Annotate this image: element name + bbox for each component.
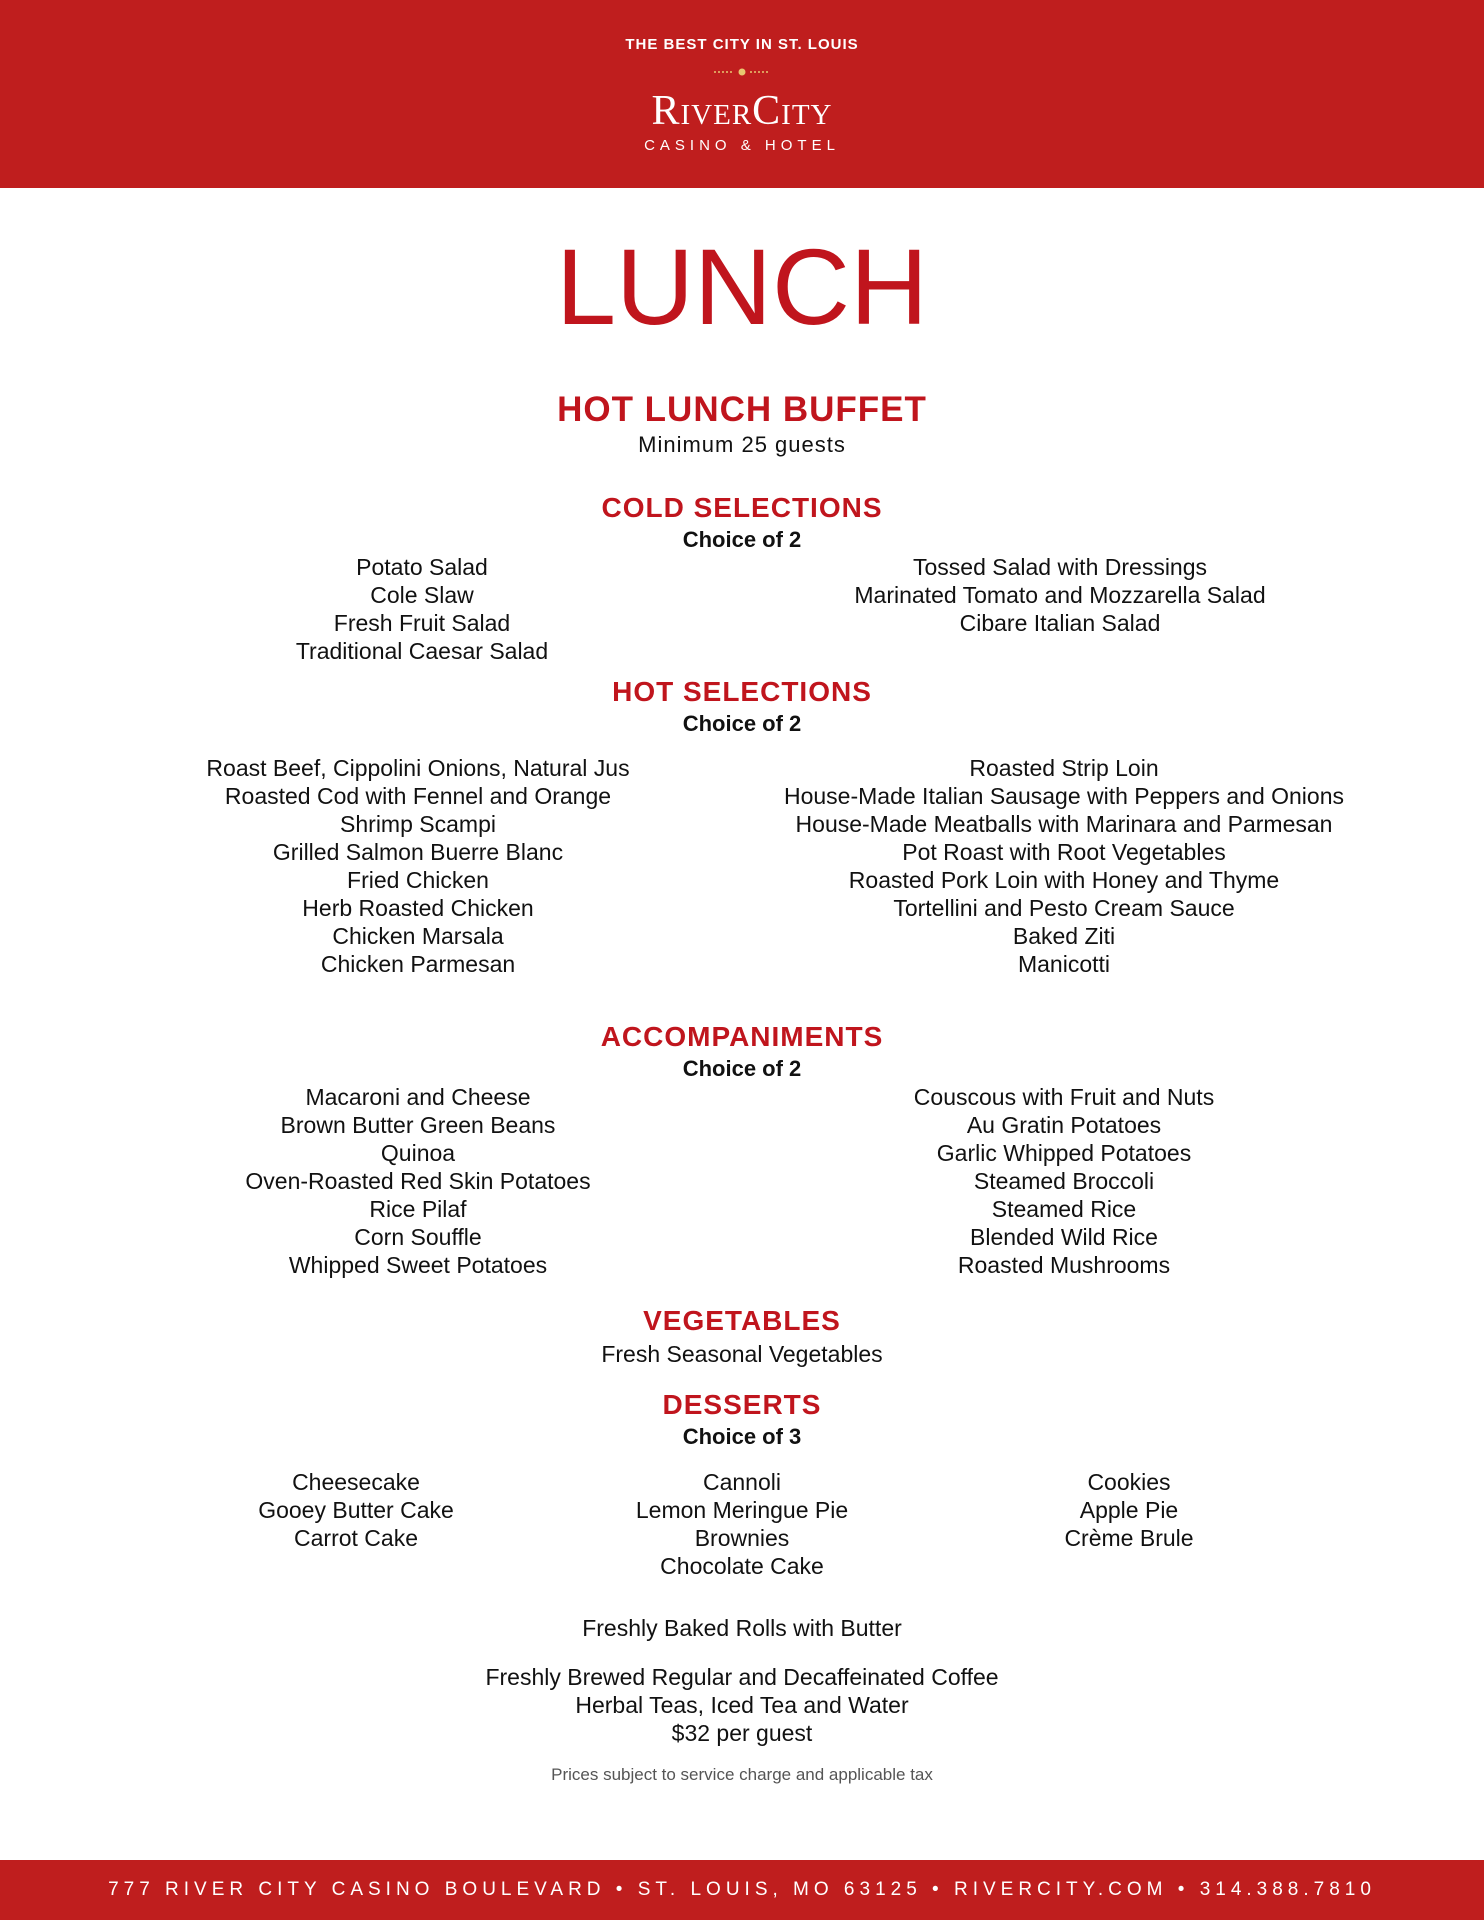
list-item: Carrot Cake xyxy=(294,1525,418,1551)
list-item: Oven-Roasted Red Skin Potatoes xyxy=(245,1168,591,1194)
desserts-right-list xyxy=(1064,1468,1193,1552)
list-item: Crème Brule xyxy=(1064,1525,1194,1551)
list-item: Roast Beef, Cippolini Onions, Natural Jus xyxy=(206,755,630,781)
desserts-heading: DESSERTS xyxy=(662,1389,822,1420)
brand-subtitle: CASINO & HOTEL xyxy=(644,137,840,154)
list-item: Steamed Broccoli xyxy=(973,1168,1155,1194)
list-item: Gooey Butter Cake xyxy=(258,1497,454,1523)
footer-bar xyxy=(0,1860,1484,1920)
ornament-icon xyxy=(712,66,772,78)
list-item: Chicken Parmesan xyxy=(320,951,516,977)
hot-heading: HOT SELECTIONS xyxy=(612,676,872,707)
list-item: Cibare Italian Salad xyxy=(959,610,1161,636)
list-item: Herb Roasted Chicken xyxy=(302,895,534,921)
rolls-line: Freshly Baked Rolls with Butter xyxy=(582,1615,902,1641)
list-item: Pot Roast with Root Vegetables xyxy=(902,839,1226,865)
list-item: Tossed Salad with Dressings xyxy=(912,554,1208,580)
list-item: Traditional Caesar Salad xyxy=(295,638,549,664)
list-item: Blended Wild Rice xyxy=(970,1224,1158,1250)
cold-choice: Choice of 2 xyxy=(682,527,802,552)
list-item: Cookies xyxy=(1087,1469,1171,1495)
accompaniments-choice: Choice of 2 xyxy=(682,1056,802,1081)
vegetables-heading: VEGETABLES xyxy=(643,1305,841,1336)
list-item: Quinoa xyxy=(380,1140,456,1166)
list-item: Chocolate Cake xyxy=(660,1553,824,1579)
list-item: Cannoli xyxy=(702,1469,781,1495)
list-item: Au Gratin Potatoes xyxy=(966,1112,1162,1138)
list-item: Roasted Pork Loin with Honey and Thyme xyxy=(848,867,1280,893)
list-item: Shrimp Scampi xyxy=(340,811,496,837)
brand-logo: RiverCity xyxy=(651,88,833,134)
desserts-middle-list xyxy=(636,1468,848,1580)
cold-left-list xyxy=(296,553,548,665)
list-item: Cole Slaw xyxy=(370,582,474,608)
list-item: House-Made Italian Sausage with Peppers and Onions xyxy=(783,783,1345,809)
list-item: Apple Pie xyxy=(1079,1497,1179,1523)
header-banner xyxy=(0,0,1484,188)
footer-contact: 777 RIVER CITY CASINO BOULEVARD • ST. LOUIS, MO 63125 • RIVERCITY.COM • 314.388.7810 xyxy=(108,1879,1376,1900)
list-item: Baked Ziti xyxy=(1012,923,1116,949)
list-item: Roasted Mushrooms xyxy=(957,1252,1171,1278)
list-item: Whipped Sweet Potatoes xyxy=(288,1252,548,1278)
desserts-left-list xyxy=(258,1468,454,1552)
list-item: Brownies xyxy=(694,1525,790,1551)
list-item: Rice Pilaf xyxy=(369,1196,467,1222)
price-line: $32 per guest xyxy=(671,1720,813,1746)
hot-choice: Choice of 2 xyxy=(682,711,802,736)
list-item: Manicotti xyxy=(1017,951,1111,977)
cold-right-list xyxy=(854,553,1265,637)
desserts-choice: Choice of 3 xyxy=(682,1424,802,1449)
page-title: LUNCH xyxy=(555,226,929,347)
list-item: House-Made Meatballs with Marinara and Parmesan xyxy=(795,811,1333,837)
list-item: Cheesecake xyxy=(292,1469,420,1495)
list-item: Macaroni and Cheese xyxy=(305,1084,531,1110)
vegetables-item: Fresh Seasonal Vegetables xyxy=(601,1341,883,1367)
list-item: Marinated Tomato and Mozzarella Salad xyxy=(854,582,1266,608)
list-item: Potato Salad xyxy=(356,554,488,580)
price-note: Prices subject to service charge and applicable tax xyxy=(551,1765,933,1784)
accompaniments-right-list xyxy=(914,1083,1214,1279)
list-item: Tortellini and Pesto Cream Sauce xyxy=(893,895,1235,921)
coffee-line: Freshly Brewed Regular and Decaffeinated Coffee xyxy=(485,1664,999,1690)
list-item: Chicken Marsala xyxy=(332,923,504,949)
list-item: Corn Souffle xyxy=(354,1224,482,1250)
list-item: Steamed Rice xyxy=(991,1196,1137,1222)
tagline: THE BEST CITY IN ST. LOUIS xyxy=(625,36,859,53)
accompaniments-heading: ACCOMPANIMENTS xyxy=(600,1021,884,1052)
list-item: Roasted Strip Loin xyxy=(969,755,1159,781)
list-item: Lemon Meringue Pie xyxy=(635,1497,849,1523)
buffet-heading: HOT LUNCH BUFFET xyxy=(557,390,927,429)
list-item: Garlic Whipped Potatoes xyxy=(936,1140,1192,1166)
list-item: Brown Butter Green Beans xyxy=(280,1112,556,1138)
list-item: Fresh Fruit Salad xyxy=(333,610,511,636)
cold-heading: COLD SELECTIONS xyxy=(601,492,883,523)
list-item: Fried Chicken xyxy=(347,867,489,893)
list-item: Roasted Cod with Fennel and Orange xyxy=(224,783,612,809)
accompaniments-left-list xyxy=(245,1083,590,1279)
list-item: Couscous with Fruit and Nuts xyxy=(913,1084,1215,1110)
list-item: Grilled Salmon Buerre Blanc xyxy=(272,839,564,865)
hot-left-list xyxy=(206,754,629,978)
teas-line: Herbal Teas, Iced Tea and Water xyxy=(575,1692,909,1718)
buffet-minimum: Minimum 25 guests xyxy=(638,432,846,457)
hot-right-list xyxy=(784,754,1344,978)
